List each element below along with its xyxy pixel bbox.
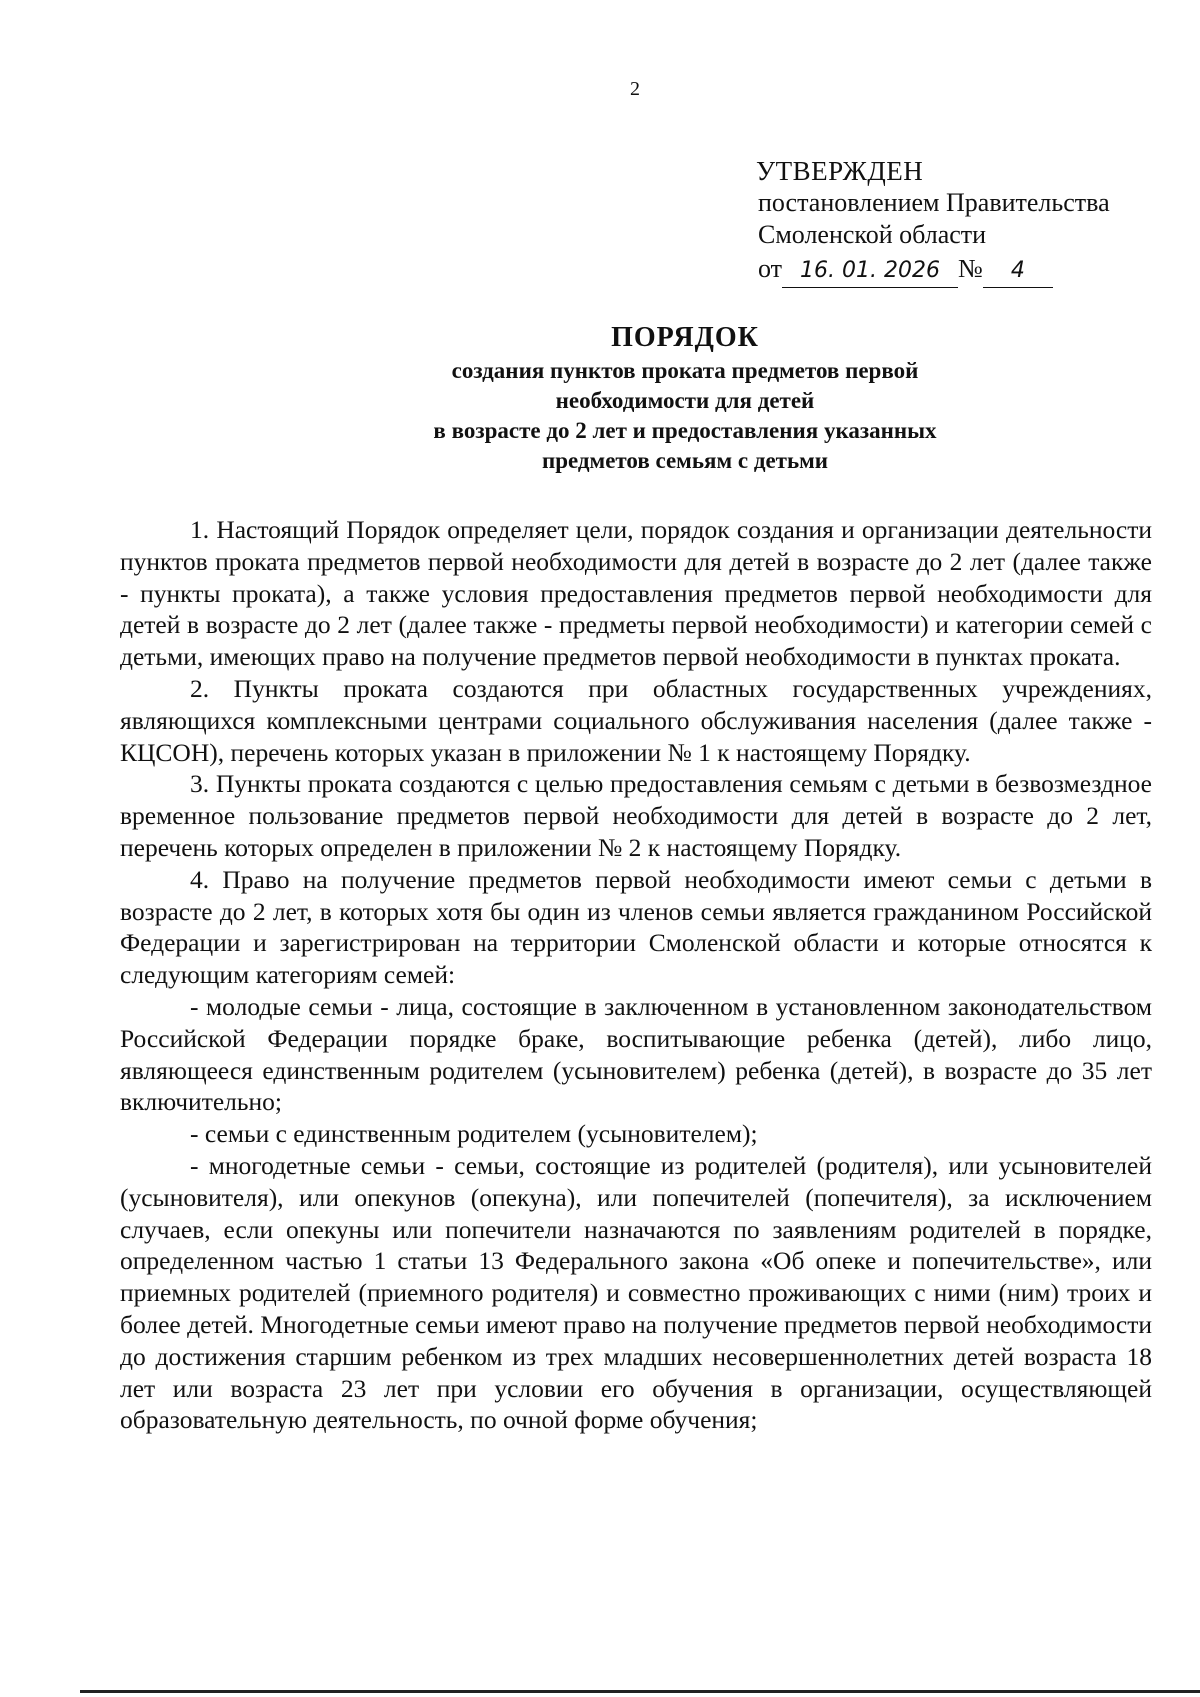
approved-by-line: постановлением Правительства bbox=[758, 188, 1110, 217]
region-line: Смоленской области bbox=[758, 220, 987, 249]
date-prefix: от bbox=[758, 254, 783, 283]
document-title: ПОРЯДОК bbox=[611, 322, 759, 353]
paragraph-3: 3. Пункты проката создаются с целью предоставления семьям с детьми в безвозмездное временное пользование предметов первой необходимости для детей в возрасте до 2 лет, перечень которых определен в приложении № 2 к настоящему Порядку. bbox=[120, 769, 1152, 862]
list-item-large-families: - многодетные семьи - семьи, состоящие из родителей (родителя), или усыновителей (усыновителя), или опекунов (опекуна), или попечителей (попечителя), за исключением случаев, если опекуны или попечители назначаются по заявлениям родителей в порядке, определенном частью 1 статьи 13 Федерального закона «Об опеке и попечительстве», или приемных родителей (приемного родителя) и совместно проживающих с ними (ним) троих и более детей. Многодетные семьи имеют право на получение предметов первой необходимости до достижения старшим ребенком из трех младших несовершеннолетних детей возраста 18 лет или возраста 23 лет при условии его обучения в организации, осуществляющей образовательную деятельность, по очной форме обучения; bbox=[120, 1150, 1152, 1435]
approval-stamp bbox=[756, 155, 1110, 288]
page-number: 2 bbox=[630, 78, 640, 100]
paragraph-1: 1. Настоящий Порядок определяет цели, порядок создания и организации деятельности пунктов проката предметов первой необходимости для детей в возрасте до 2 лет (далее также - пункты проката), а также условия предоставления предметов первой необходимости для детей в возрасте до 2 лет (далее также - предметы первой необходимости) и категории семей с детьми, имеющих право на получение предметов первой необходимости в пунктах проката. bbox=[120, 515, 1152, 672]
approved-heading: УТВЕРЖДЕН bbox=[756, 156, 924, 186]
title-block bbox=[300, 320, 1070, 476]
handwritten-date: 16. 01. 2026 bbox=[782, 255, 958, 288]
handwritten-number: 4 bbox=[983, 255, 1053, 288]
scan-bottom-edge bbox=[80, 1690, 1200, 1693]
number-prefix: № bbox=[958, 254, 983, 283]
list-item-single-parent: - семьи с единственным родителем (усыновителем); bbox=[190, 1119, 758, 1149]
paragraph-2: 2. Пункты проката создаются при областных государственных учреждениях, являющихся комплексными центрами социального обслуживания населения (далее также - КЦСОН), перечень которых указан в приложении № 1 к настоящему Порядку. bbox=[120, 673, 1152, 767]
paragraph-4: 4. Право на получение предметов первой необходимости имеют семьи с детьми в возрасте до 2 лет, в которых хотя бы один из членов семьи является гражданином Российской Федерации и зарегистрирован на территории Смоленской области и которые относятся к следующим категориям семей: bbox=[120, 864, 1152, 990]
document-body bbox=[120, 514, 1152, 1436]
date-number-line bbox=[756, 253, 1110, 288]
list-item-young-families: - молодые семьи - лица, состоящие в заключенном в установленном законодательством Российской Федерации порядке браке, воспитывающие ребенка (детей), либо лицо, являющееся единственным родителем (усыновителем) ребенка (детей), в возрасте до 35 лет включительно; bbox=[120, 991, 1152, 1117]
document-subtitle: создания пунктов проката предметов первой необходимости для детей в возрасте до 2 лет и предоставления указанных предметов семьям с детьми bbox=[433, 358, 937, 473]
